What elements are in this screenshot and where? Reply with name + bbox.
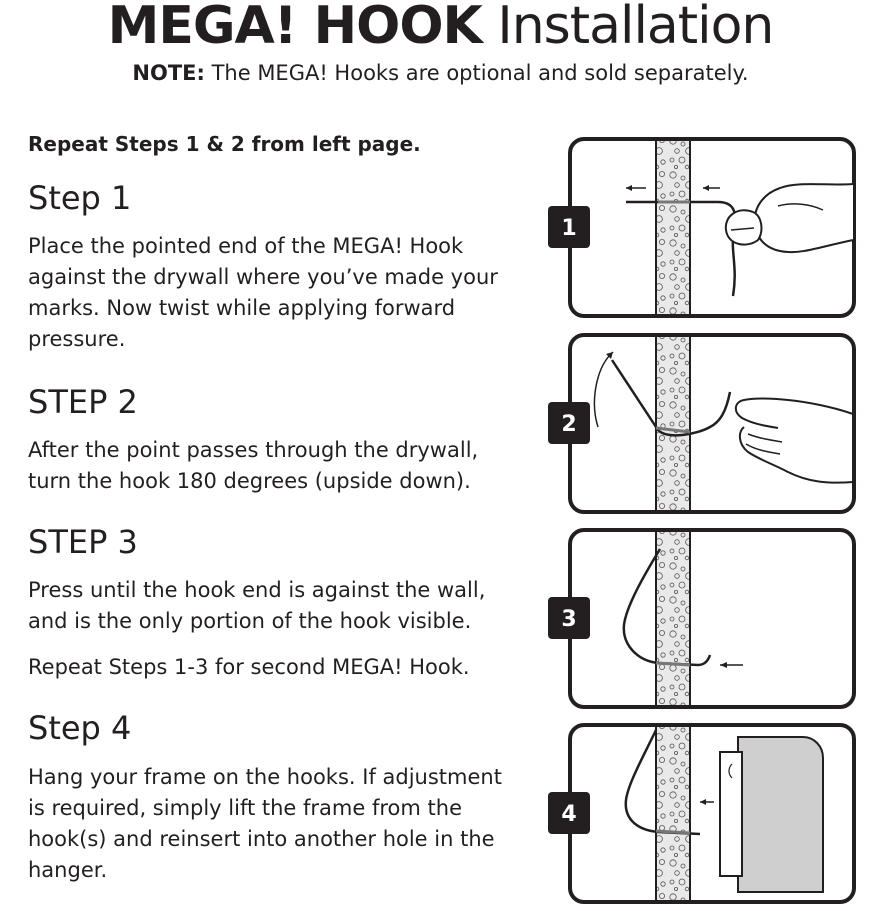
badge-1-text: 1 [561,216,577,241]
title-light: Installation [497,0,774,56]
step-3-extra: Repeat Steps 1-3 for second MEGA! Hook. [28,655,470,679]
intro-text: Repeat Steps 1 & 2 from left page. [28,132,421,156]
step-4-illustration [548,722,858,906]
picture-frame [738,737,823,892]
panel-frame [570,530,854,707]
step-3-illustration [548,527,858,711]
drywall [656,337,690,510]
note-line [0,58,881,88]
drywall [656,727,690,900]
note-text: The MEGA! Hooks are optional and sold separately. [204,61,749,85]
page-title [0,0,881,56]
badge-3-text: 3 [561,607,577,632]
drywall [656,532,690,705]
step-2-illustration [548,332,858,516]
drywall [656,141,690,314]
title-bold: MEGA! HOOK [107,0,482,56]
step-4-heading: Step 4 [28,709,132,747]
step-2-heading: STEP 2 [28,383,138,421]
step-2-text: After the point passes through the drywall, turn the hook 180 degrees (upside down). [28,438,479,493]
step-4-text: Hang your frame on the hooks. If adjustment is required, simply lift the frame from the hook(s) and reinsert into another hole in the hanger. [28,765,502,882]
step-3-text: Press until the hook end is against the wall, and is the only portion of the hook visible. [28,578,486,633]
badge-2-text: 2 [561,412,577,437]
step-1-heading: Step 1 [28,179,132,217]
note-label: NOTE: [132,61,205,85]
step-3-heading: STEP 3 [28,523,138,561]
step-1-text: Place the pointed end of the MEGA! Hook against the drywall where you’ve made your marks. Now twist while applying forward pressure. [28,234,498,351]
frame-hanger [720,752,742,876]
step-1-illustration [548,136,858,320]
hand-drawing [755,184,853,252]
badge-4-text: 4 [561,802,577,827]
